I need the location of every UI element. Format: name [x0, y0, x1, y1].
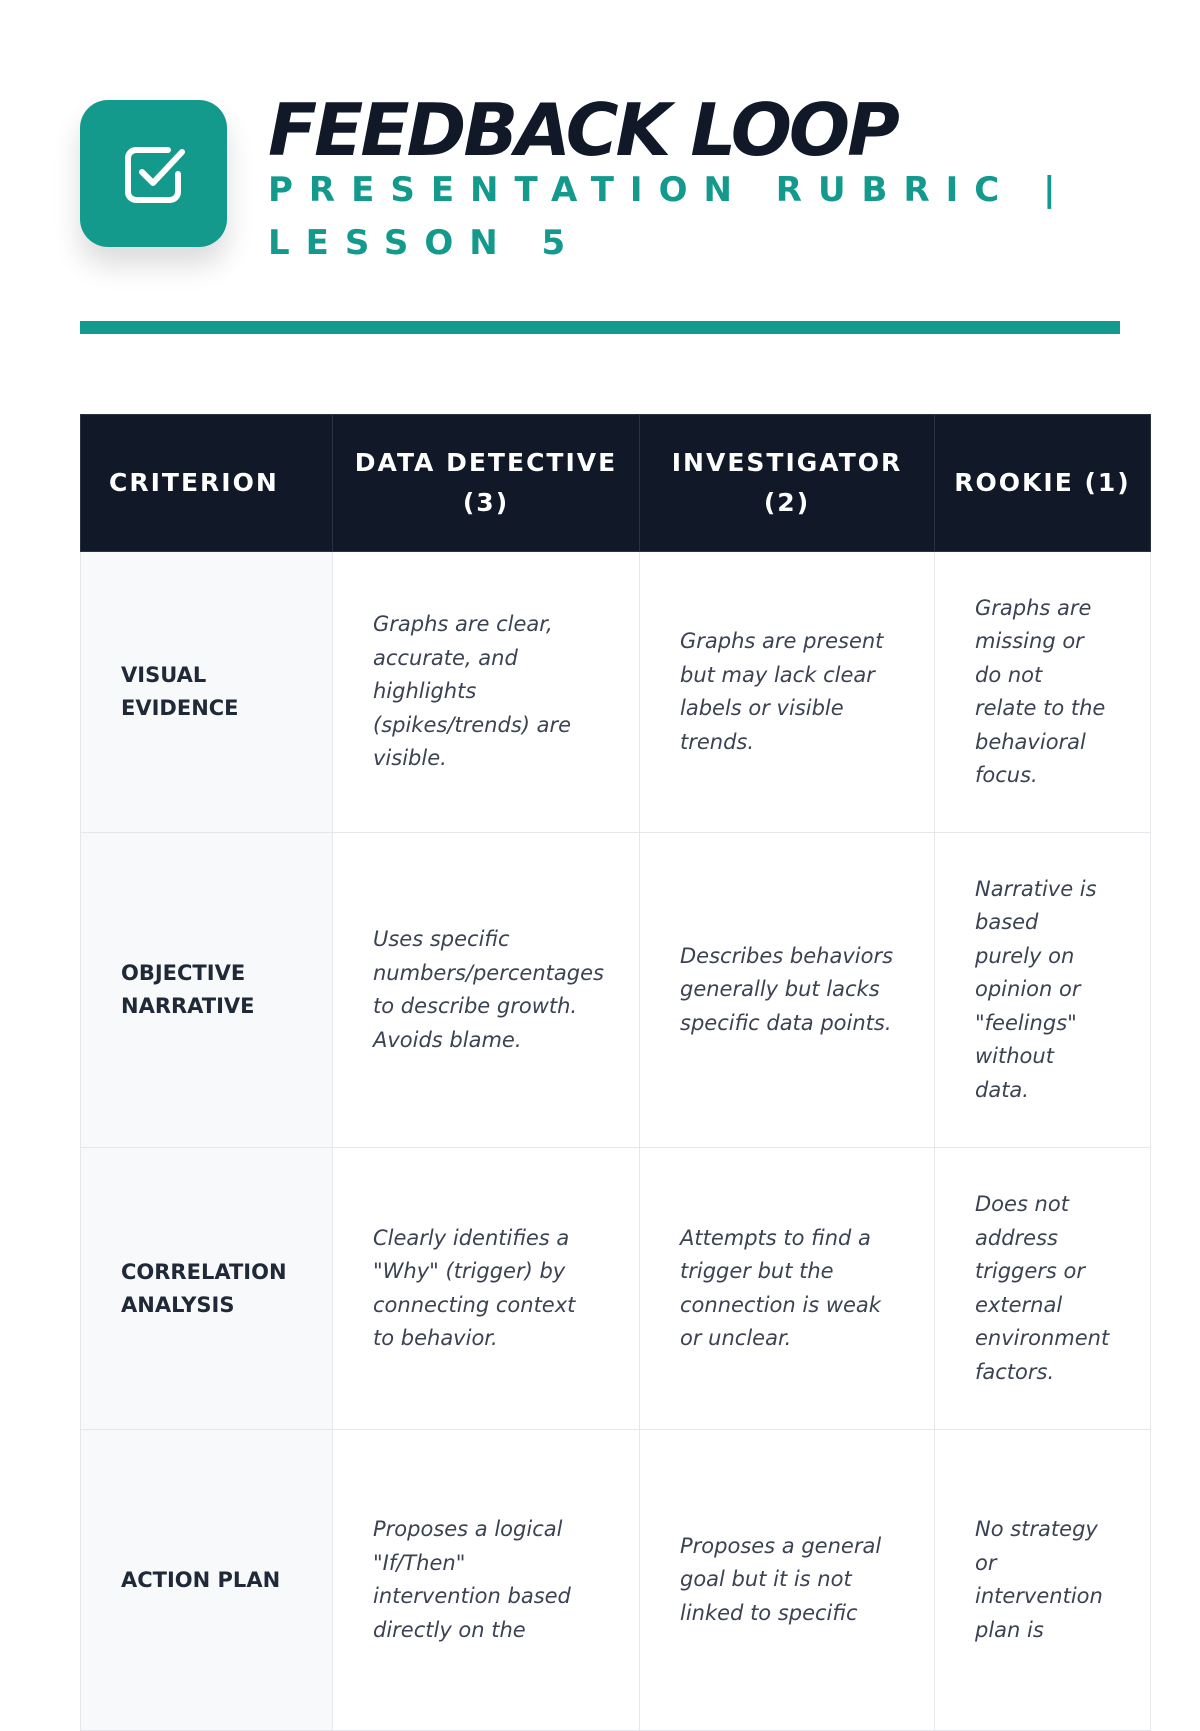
- rookie-cell: No strategy or intervention plan is: [935, 1430, 1151, 1731]
- rookie-cell: Does not address triggers or external environment factors.: [935, 1148, 1151, 1430]
- criterion-cell: OBJECTIVE NARRATIVE: [81, 833, 333, 1148]
- column-header-investigator: INVESTIGATOR (2): [640, 415, 935, 552]
- checkbox-icon: [118, 138, 190, 210]
- criterion-cell: VISUAL EVIDENCE: [81, 552, 333, 833]
- investigator-cell: Graphs are present but may lack clear labels or visible trends.: [640, 552, 935, 833]
- table-header-row: [81, 415, 1151, 552]
- detective-cell: Proposes a logical "If/Then" intervention based directly on the: [333, 1430, 640, 1731]
- investigator-cell: Describes behaviors generally but lacks specific data points.: [640, 833, 935, 1148]
- column-header-data-detective: DATA DETECTIVE (3): [333, 415, 640, 552]
- logo: [80, 100, 227, 247]
- table-row: [81, 833, 1151, 1148]
- page-subtitle: PRESENTATION RUBRIC | LESSON 5: [268, 170, 1072, 263]
- detective-cell: Clearly identifies a "Why" (trigger) by connecting context to behavior.: [333, 1148, 640, 1430]
- page-title: FEEDBACK LOOP: [268, 88, 897, 172]
- investigator-cell: Proposes a general goal but it is not linked to specific: [640, 1430, 935, 1731]
- detective-cell: Graphs are clear, accurate, and highlights (spikes/trends) are visible.: [333, 552, 640, 833]
- detective-cell: Uses specific numbers/percentages to describe growth. Avoids blame.: [333, 833, 640, 1148]
- rookie-cell: Narrative is based purely on opinion or "feelings" without data.: [935, 833, 1151, 1148]
- table-row: [81, 552, 1151, 833]
- criterion-cell: ACTION PLAN: [81, 1430, 333, 1731]
- rookie-cell: Graphs are missing or do not relate to the behavioral focus.: [935, 552, 1151, 833]
- criterion-cell: CORRELATION ANALYSIS: [81, 1148, 333, 1430]
- investigator-cell: Attempts to find a trigger but the connection is weak or unclear.: [640, 1148, 935, 1430]
- table-row: [81, 1430, 1151, 1731]
- column-header-rookie: ROOKIE (1): [935, 415, 1151, 552]
- header-divider: [80, 321, 1120, 334]
- rubric-table: [80, 414, 1151, 1731]
- page-header: [80, 88, 1120, 268]
- table-row: [81, 1148, 1151, 1430]
- column-header-criterion: CRITERION: [81, 415, 333, 552]
